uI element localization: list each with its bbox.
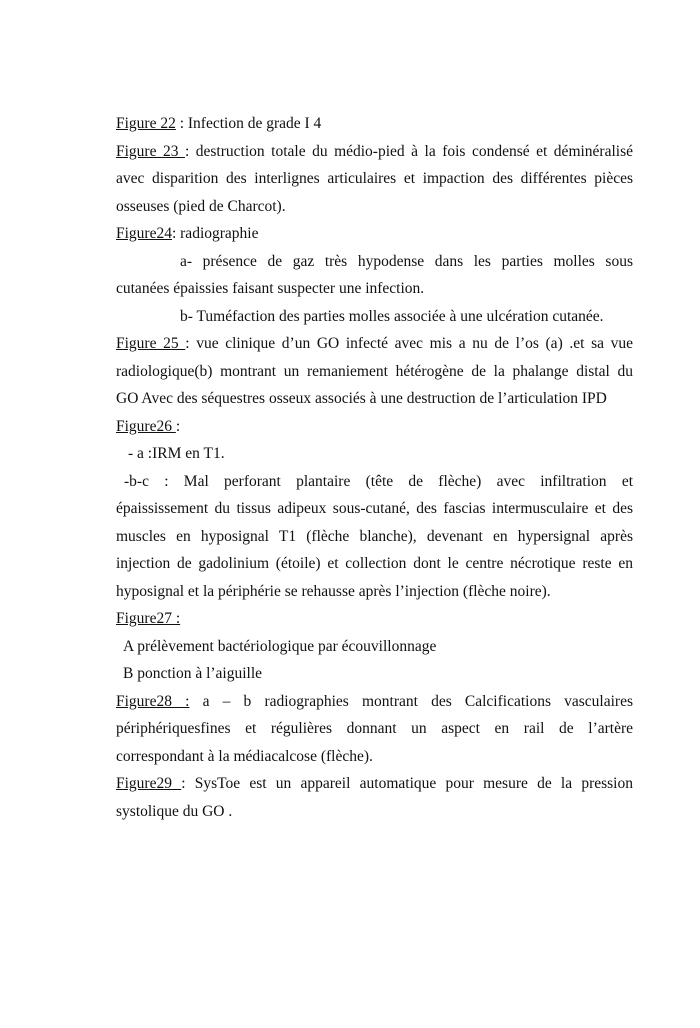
caption-line: radiologique(b) montrant un remaniement hétérogène de la phalange distal du [116,362,633,380]
caption-line: -b-c : Mal perforant plantaire (tête de flèche) avec infiltration et [124,472,633,490]
figure-label: Figure24 [116,225,172,242]
caption-line: a- présence de gaz très hypodense dans les parties molles sous [180,252,633,270]
figure-label: Figure 22 [116,115,176,132]
caption-line: GO Avec des séquestres osseux associés à une destruction de l’articulation IPD [116,390,607,407]
caption-fig27 [116,608,633,630]
caption-text: : Infection de grade I 4 [175,115,322,132]
caption-line: périphériquesfines et régulières donnant un aspect en rail de l’artère [116,720,633,737]
caption-text: : [175,417,181,435]
caption-fig28 [116,691,633,713]
caption-text: a – b radiographies montrant des Calcifications vasculaires [189,692,633,710]
caption-line: injection de gadolinium (étoile) et collection dont le centre nécrotique reste en [116,555,633,572]
figure-label: Figure29 [116,775,182,792]
caption-line: avec disparition des interlignes articulaires et impaction des différentes pièces [116,170,633,187]
caption-line: cutanées épaissies faisant suspecter une infection. [116,280,425,297]
caption-line: correspondant à la médiacalcose (flèche). [116,747,373,765]
figure-label: Figure26 [116,417,176,435]
caption-fig22 [116,113,633,135]
caption-text: : vue clinique d’un GO infecté avec mis a nu de l’os (a) .et sa vue [185,335,633,352]
caption-fig29 [116,773,633,795]
caption-line: A prélèvement bactériologique par écouvillonnage [123,637,437,655]
caption-fig23 [116,141,633,163]
caption-line: hyposignal et la périphérie se rehausse après l’injection (flèche noire). [116,582,551,600]
caption-line: B ponction à l’aiguille [123,665,263,682]
caption-text: : destruction totale du médio-pied à la fois condensé et déminéralisé [184,142,634,160]
figure-label: Figure28 : [116,692,190,710]
figure-label: Figure 23 [116,142,185,160]
figure-label: Figure27 : [116,610,181,627]
caption-line: muscles en hyposignal T1 (flèche blanche), devenant en hypersignal après [116,527,633,545]
caption-line: osseuses (pied de Charcot). [116,197,286,215]
figure-label: Figure 25 [116,335,186,352]
caption-text: : SysToe est un appareil automatique pour mesure de la pression [181,775,633,792]
caption-line: épaississement du tissus adipeux sous-cutané, des fascias intermusculaire et des [116,500,633,517]
caption-line: b- Tuméfaction des parties molles associée à une ulcération cutanée. [180,307,604,325]
caption-line: systolique du GO . [116,802,233,820]
caption-fig26 [116,416,633,438]
caption-fig24 [116,223,633,245]
caption-text: : radiographie [171,225,259,242]
caption-line: - a :IRM en T1. [128,445,225,462]
caption-fig25 [116,333,633,355]
